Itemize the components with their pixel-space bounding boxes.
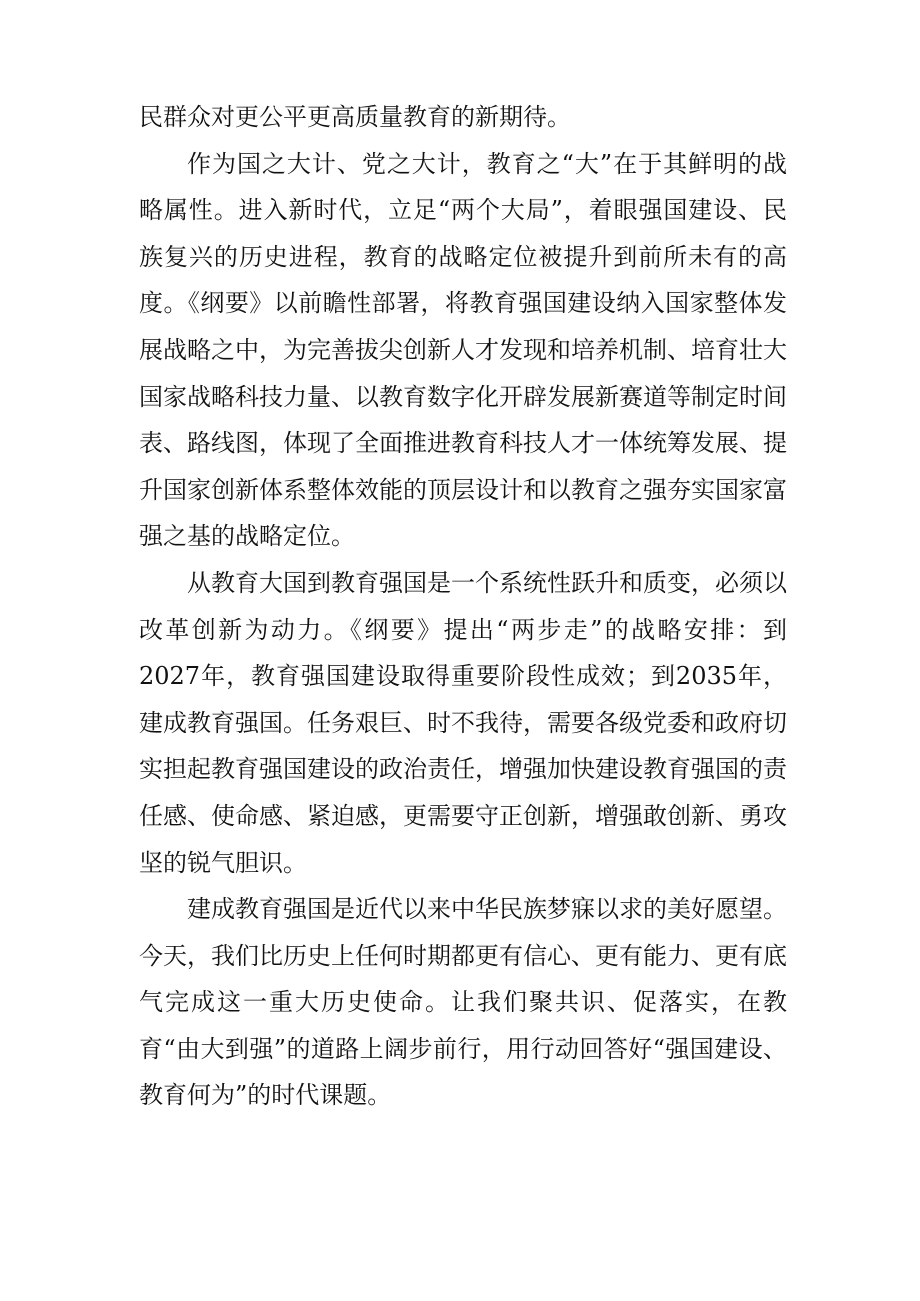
article-body — [139, 94, 787, 1119]
paragraph-4: 建成教育强国是近代以来中华民族梦寐以求的美好愿望。今天，我们比历史上任何时期都更有信心、更有能力、更有底气完成这一重大历史使命。让我们聚共识、促落实，在教育“由大到强”的道路上阔步前行，用行动回答好“强国建设、教育何为”的时代课题。 — [139, 895, 787, 1110]
paragraph-1: 民群众对更公平更高质量教育的新期待。 — [139, 103, 571, 131]
paragraph-3: 从教育大国到教育强国是一个系统性跃升和质变，必须以改革创新为动力。《纲要》提出“两步走”的战略安排：到2027年，教育强国建设取得重要阶段性成效；到2035年，建成教育强国。任务艰巨、时不我待，需要各级党委和政府切实担起教育强国建设的政治责任，增强加快建设教育强国的责任感、使命感、紧迫感，更需要守正创新，增强敢创新、勇攻坚的锐气胆识。 — [139, 568, 787, 877]
paragraph-2: 作为国之大计、党之大计，教育之“大”在于其鲜明的战略属性。进入新时代，立足“两个大局”，着眼强国建设、民族复兴的历史进程，教育的战略定位被提升到前所未有的高度。《纲要》以前瞻性部署，将教育强国建设纳入国家整体发展战略之中，为完善拔尖创新人才发现和培养机制、培育壮大国家战略科技力量、以教育数字化开辟发展新赛道等制定时间表、路线图，体现了全面推进教育科技人才一体统筹发展、提升国家创新体系整体效能的顶层设计和以教育之强夯实国家富强之基的战略定位。 — [139, 149, 787, 551]
